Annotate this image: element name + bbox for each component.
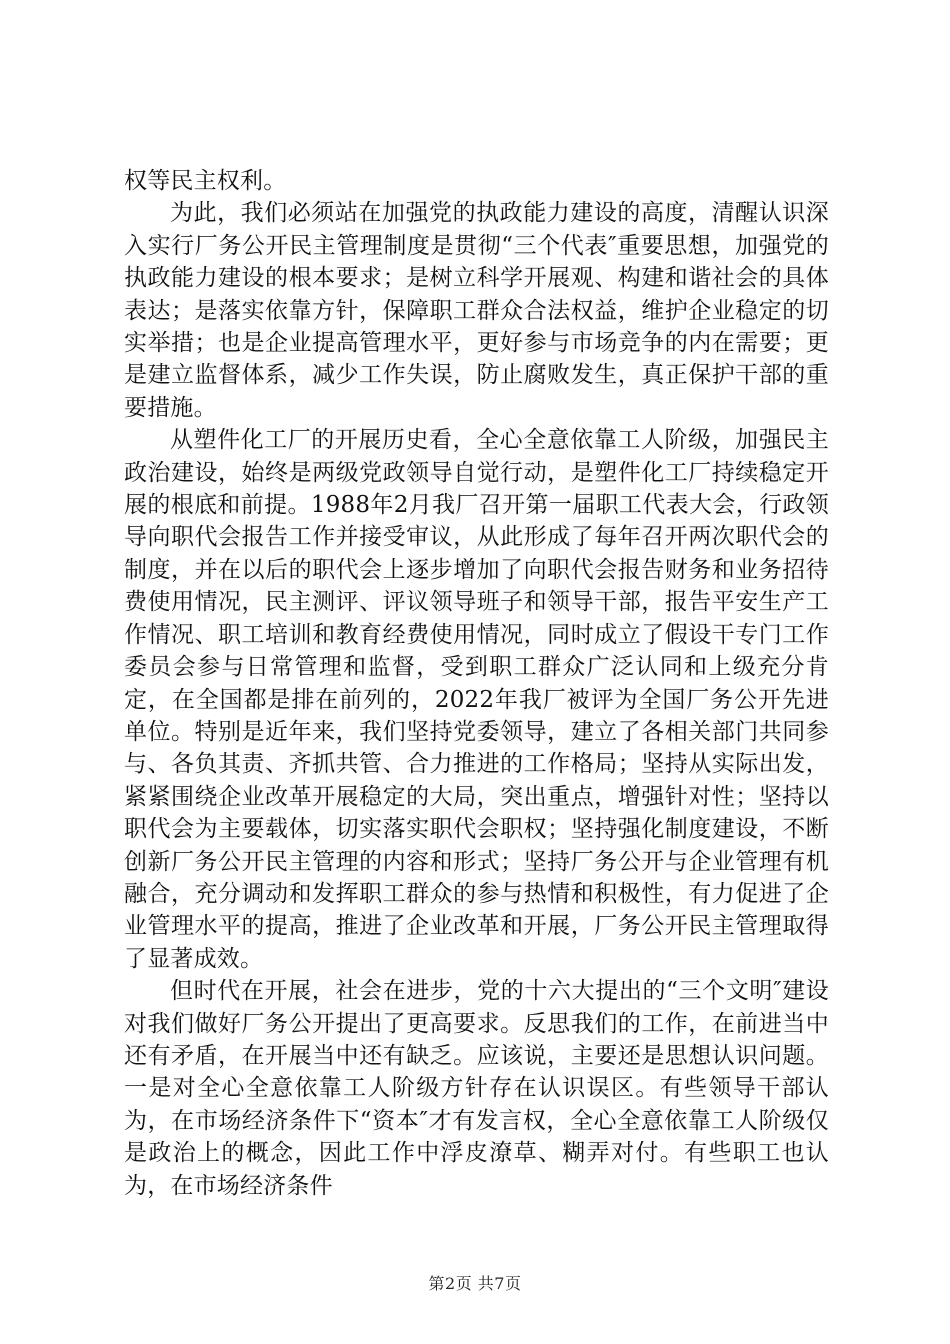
paragraph-4: 但时代在开展，社会在进步，党的十六大提出的“三个文明″建设对我们做好厂务公开提出了更高要求。反思我们的工作，在前进当中还有矛盾，在开展当中还有缺乏。应该说，主要还是思想认识问题。一是对全心全意依靠工人阶级方针存在认识误区。有些领导干部认为，在市场经济条件下“资本″才有发言权，全心全意依靠工人阶级仅是政治上的概念，因此工作中浮皮潦草、糊弄对付。有些职工也认为，在市场经济条件 xyxy=(124,978,829,1199)
page-number-footer: 第2页 共7页 xyxy=(428,1274,522,1293)
document-body xyxy=(124,165,829,1202)
paragraph-2: 为此，我们必须站在加强党的执政能力建设的高度，清醒认识深入实行厂务公开民主管理制度是贯彻“三个代表″重要思想，加强党的执政能力建设的根本要求；是树立科学开展观、构建和谐社会的具体表达；是落实依靠方针，保障职工群众合法权益，维护企业稳定的切实举措；也是企业提高管理水平，更好参与市场竞争的内在需要；更是建立监督体系，减少工作失误，防止腐败发生，真正保护干部的重要措施。 xyxy=(124,200,829,421)
paragraph-3: 从塑件化工厂的开展历史看，全心全意依靠工人阶级，加强民主政治建设，始终是两级党政领导自觉行动，是塑件化工厂持续稳定开展的根底和前提。1988年2月我厂召开第一届职工代表大会，行政领导向职代会报告工作并接受审议，从此形成了每年召开两次职代会的制度，并在以后的职代会上逐步增加了向职代会报告财务和业务招待费使用情况，民主测评、评议领导班子和领导干部，报告平安生产工作情况、职工培训和教育经费使用情况，同时成立了假设干专门工作委员会参与日常管理和监督，受到职工群众广泛认同和上级充分肯定，在全国都是排在前列的，2022年我厂被评为全国厂务公开先进单位。特别是近年来，我们坚持党委领导，建立了各相关部门共同参与、各负其责、齐抓共管、合力推进的工作格局；坚持从实际出发，紧紧围绕企业改革开展稳定的大局，突出重点，增强针对性；坚持以职代会为主要载体，切实落实职代会职权；坚持强化制度建设，不断创新厂务公开民主管理的内容和形式；坚持厂务公开与企业管理有机融合，充分调动和发挥职工群众的参与热情和积极性，有力促进了企业管理水平的提高，推进了企业改革和开展，厂务公开民主管理取得了显著成效。 xyxy=(124,427,829,972)
paragraph-1: 权等民主权利。 xyxy=(124,168,287,194)
